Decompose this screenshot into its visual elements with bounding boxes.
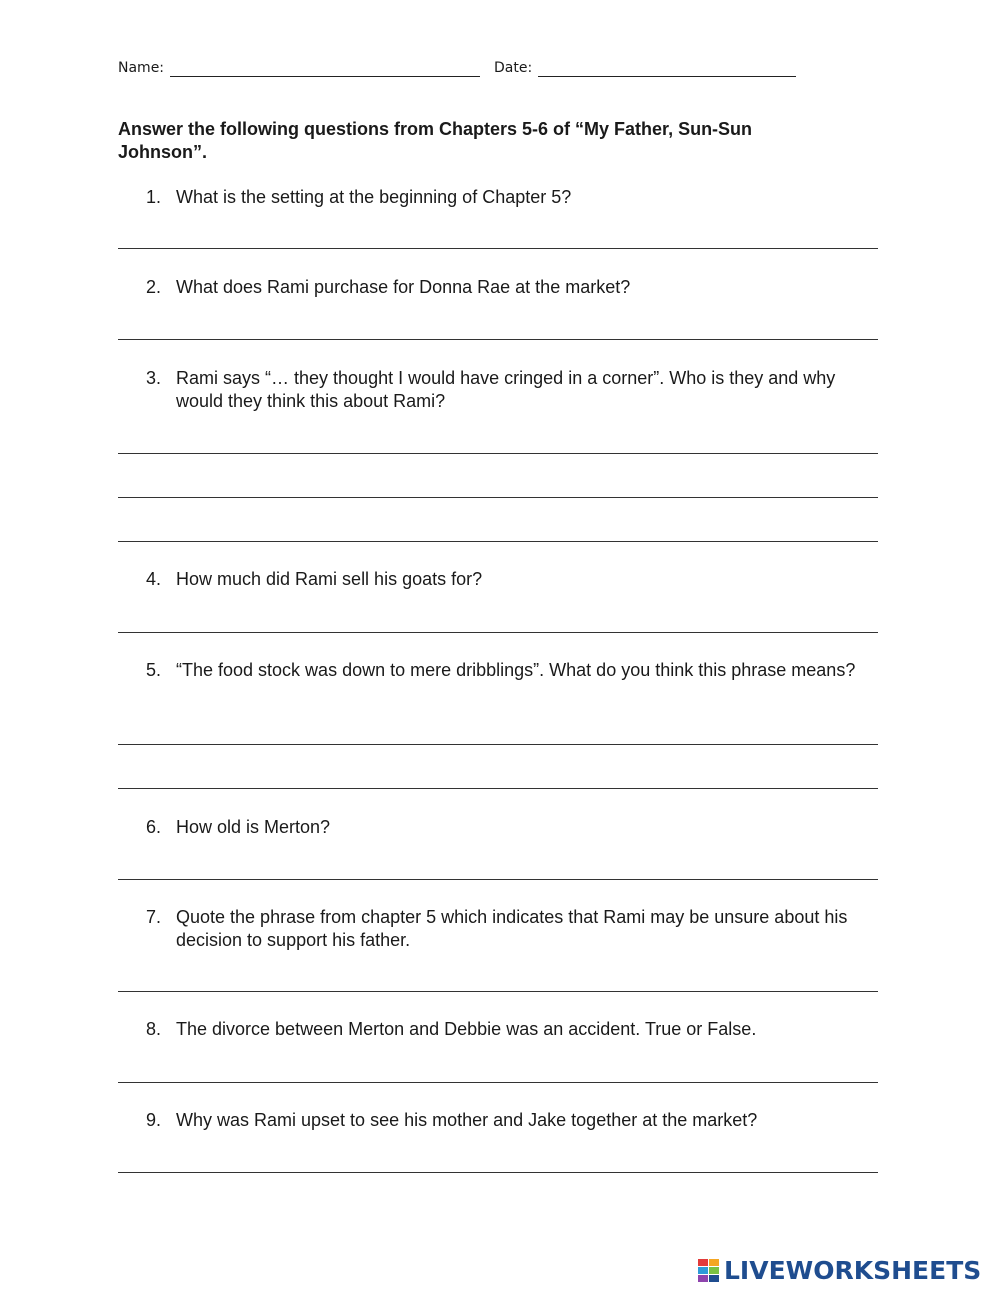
answer-line[interactable] [118,879,878,880]
question-text: The divorce between Merton and Debbie was an accident. True or False. [176,1019,757,1039]
question-number: 8. [146,1019,162,1039]
question-text: How old is Merton? [176,817,331,837]
question-number: 1. [146,187,162,207]
question-text: What does Rami purchase for Donna Rae at the market? [176,277,631,297]
question-number: 9. [146,1110,162,1130]
answer-line[interactable] [118,632,878,633]
question-number: 6. [146,817,162,837]
question-number: 5. [146,660,162,680]
question-text: Quote the phrase from chapter 5 which indicates that Rami may be unsure about his decision to support his father. [176,907,848,950]
answer-line[interactable] [118,788,878,789]
answer-line[interactable] [118,744,878,745]
liveworksheets-blocks-icon [698,1259,720,1283]
question-text: How much did Rami sell his goats for? [176,569,483,589]
answer-line[interactable] [118,541,878,542]
name-field[interactable] [170,76,480,77]
answer-line[interactable] [118,1172,878,1173]
date-label: Date: [494,60,533,76]
question-number: 4. [146,569,162,589]
question-number: 2. [146,277,162,297]
instructions-heading: Answer the following questions from Chapters 5-6 of “My Father, Sun-Sun Johnson”. [118,119,753,162]
name-date-header [118,60,818,82]
name-label: Name: [118,60,165,76]
question-text: Why was Rami upset to see his mother and Jake together at the market? [176,1110,758,1130]
question-text: Rami says “… they thought I would have cringed in a corner”. Who is they and why would they think this about Rami? [176,368,836,411]
question-text: “The food stock was down to mere dribblings”. What do you think this phrase means? [176,660,856,680]
question-number: 3. [146,368,162,388]
question-number: 7. [146,907,162,927]
question-text: What is the setting at the beginning of Chapter 5? [176,187,572,207]
answer-line[interactable] [118,453,878,454]
date-field[interactable] [538,76,796,77]
answer-line[interactable] [118,248,878,249]
answer-line[interactable] [118,1082,878,1083]
answer-line[interactable] [118,497,878,498]
answer-line[interactable] [118,991,878,992]
logo-text: LIVEWORKSHEETS [724,1256,982,1285]
liveworksheets-logo [698,1256,994,1286]
answer-line[interactable] [118,339,878,340]
